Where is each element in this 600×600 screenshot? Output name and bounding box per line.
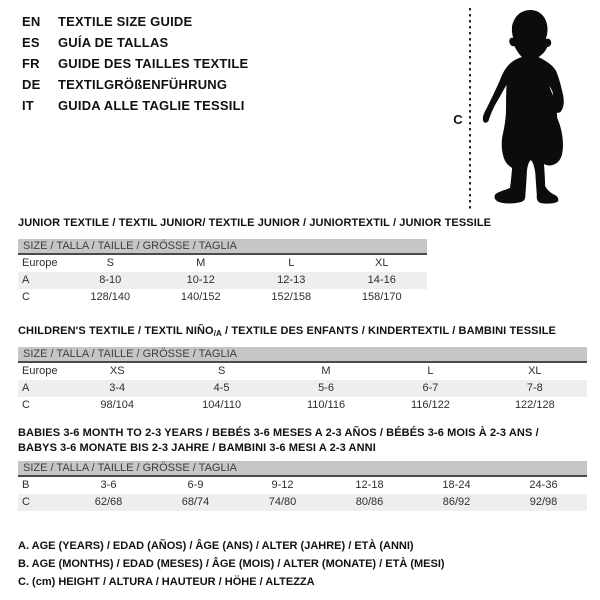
section-title-junior: JUNIOR TEXTILE / TEXTIL JUNIOR/ TEXTILE JUNIOR / JUNIORTEXTIL / JUNIOR TESSILE <box>18 217 492 229</box>
height-cell: 74/80 <box>268 496 297 508</box>
size-cell: XL <box>375 257 389 269</box>
title-subscript: /A <box>213 329 222 338</box>
language-title: GUIDE DES TAILLES TEXTILE <box>58 56 249 71</box>
section-title-children <box>18 325 556 338</box>
age-cell: 12-13 <box>277 274 306 286</box>
table-row <box>18 397 587 414</box>
height-cell: 152/158 <box>271 291 312 303</box>
height-cell: 68/74 <box>181 496 210 508</box>
row-label: C <box>22 399 30 411</box>
language-title: TEXTILE SIZE GUIDE <box>58 14 193 29</box>
height-cell: 140/152 <box>180 291 221 303</box>
title-text: / TEXTILE DES ENFANTS / KINDERTEXTIL / BAMBINI TESSILE <box>221 325 556 337</box>
language-row-es <box>22 32 248 53</box>
language-row-en <box>22 11 248 32</box>
language-row-de <box>22 74 248 95</box>
size-header-bar: SIZE / TALLA / TAILLE / GRÖSSE / TAGLIA <box>18 461 587 477</box>
size-header-bar: SIZE / TALLA / TAILLE / GRÖSSE / TAGLIA <box>18 239 427 255</box>
children-size-table <box>18 347 587 414</box>
row-label: A <box>22 382 30 394</box>
age-cell: 3-6 <box>100 479 117 491</box>
baby-silhouette <box>483 10 564 204</box>
language-code: EN <box>22 14 41 29</box>
age-cell: 9-12 <box>271 479 294 491</box>
row-label: Europe <box>22 365 58 377</box>
age-cell: 7-8 <box>526 382 543 394</box>
baby-silhouette-icon <box>436 0 600 215</box>
height-cell: 62/68 <box>94 496 123 508</box>
age-cell: 14-16 <box>367 274 396 286</box>
row-label: C <box>22 496 30 508</box>
language-list <box>22 11 248 116</box>
table-row <box>18 255 427 272</box>
language-code: DE <box>22 77 41 92</box>
height-cell: 80/86 <box>355 496 384 508</box>
size-cell: L <box>427 365 434 377</box>
table-row <box>18 289 427 306</box>
language-code: FR <box>22 56 40 71</box>
height-cell: 110/116 <box>306 399 346 411</box>
title-text: CHILDREN'S TEXTILE / TEXTIL NIÑO <box>18 325 214 337</box>
height-cell: 92/98 <box>529 496 558 508</box>
age-cell: 24-36 <box>529 479 558 491</box>
height-cell: 122/128 <box>514 399 555 411</box>
age-cell: 5-6 <box>318 382 334 394</box>
section-title-babies <box>18 426 539 456</box>
language-code: IT <box>22 98 34 113</box>
legend-notes <box>18 537 445 591</box>
language-row-it <box>22 95 248 116</box>
size-cell: S <box>106 257 114 269</box>
size-cell: M <box>321 365 331 377</box>
age-cell: 6-9 <box>187 479 204 491</box>
language-title: GUIDA ALLE TAGLIE TESSILI <box>58 98 245 113</box>
size-cell: L <box>288 257 295 269</box>
height-cell: 86/92 <box>442 496 471 508</box>
table-row <box>18 380 587 397</box>
junior-size-table <box>18 239 427 306</box>
measure-label-c: C <box>453 112 463 127</box>
size-cell: XS <box>109 365 125 377</box>
babies-size-table <box>18 461 587 511</box>
language-title: GUÍA DE TALLAS <box>58 35 169 50</box>
language-row-fr <box>22 53 248 74</box>
age-cell: 18-24 <box>442 479 471 491</box>
age-cell: 4-5 <box>213 382 230 394</box>
height-cell: 158/170 <box>361 291 402 303</box>
title-line-2: BABYS 3-6 MONATE BIS 2-3 JAHRE / BAMBINI 3-6 MESI A 2-3 ANNI <box>18 442 376 454</box>
language-code: ES <box>22 35 40 50</box>
note-a: A. AGE (YEARS) / EDAD (AÑOS) / ÂGE (ANS) / ALTER (JAHRE) / ETÀ (ANNI) <box>18 540 414 552</box>
table-row <box>18 477 587 494</box>
table-row <box>18 363 587 380</box>
size-cell: S <box>217 365 226 377</box>
language-title: TEXTILGRÖßENFÜHRUNG <box>58 77 228 92</box>
age-cell: 10-12 <box>186 274 215 286</box>
measurement-figure <box>436 0 600 215</box>
table-row <box>18 272 427 289</box>
title-line-1: BABIES 3-6 MONTH TO 2-3 YEARS / BEBÉS 3-6 MESES A 2-3 AÑOS / BÉBÉS 3-6 MOIS À 2-3 ANS / <box>18 427 539 439</box>
row-label: B <box>22 479 30 491</box>
size-header-bar: SIZE / TALLA / TAILLE / GRÖSSE / TAGLIA <box>18 347 587 363</box>
age-cell: 12-18 <box>355 479 384 491</box>
size-cell: M <box>196 257 206 269</box>
table-row <box>18 494 587 511</box>
row-label: C <box>22 291 30 303</box>
age-cell: 6-7 <box>422 382 439 394</box>
row-label: A <box>22 274 30 286</box>
note-c: C. (cm) HEIGHT / ALTURA / HAUTEUR / HÖHE / ALTEZZA <box>18 576 315 588</box>
size-cell: XL <box>528 365 542 377</box>
age-cell: 8-10 <box>99 274 122 286</box>
note-b: B. AGE (MONTHS) / EDAD (MESES) / ÂGE (MOIS) / ALTER (MONATE) / ETÀ (MESI) <box>18 558 445 570</box>
age-cell: 3-4 <box>109 382 126 394</box>
height-cell: 116/122 <box>410 399 450 411</box>
height-cell: 104/110 <box>202 399 242 411</box>
height-cell: 128/140 <box>90 291 131 303</box>
height-cell: 98/104 <box>100 399 135 411</box>
row-label: Europe <box>22 257 58 269</box>
